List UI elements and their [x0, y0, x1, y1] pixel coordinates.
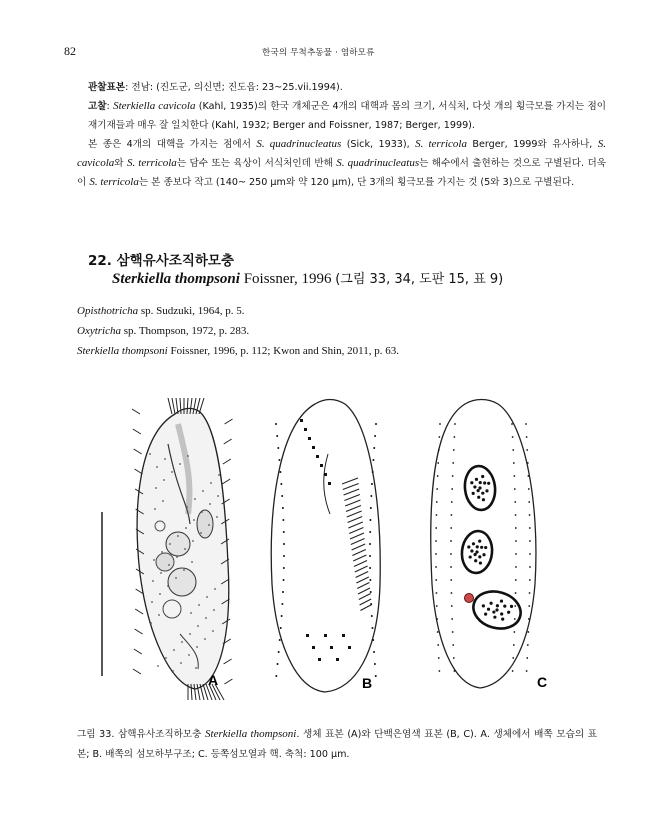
synonym-line: Opisthotricha sp. Sudzuki, 1964, p. 5.: [77, 305, 245, 317]
species-scientific-name: Sterkiella thompsoni Foissner, 1996 (그림 33, 34, 도판 15, 표 9): [112, 271, 504, 287]
page-number: 82: [64, 44, 76, 58]
species-name: Sterkiella cavicola: [113, 100, 196, 112]
figure-caption: 그림 33. 삼핵유사조직하모충 Sterkiella thompsoni. 생체 표본 (A)와 단백은염색 표본 (B, C). A. 생체에서 배쪽 모습의 표본; B. 배쪽의 섬모하부구조; C. 등쪽섬모열과 핵. 축척: 100 μm.: [77, 728, 597, 760]
species-heading: 22. 삼핵유사조직하모충: [88, 253, 234, 269]
panel-label-c: C: [537, 674, 548, 690]
specimen-text: : 전남: (진도군, 의신면; 진도읍: 23~25.vii.1994).: [125, 82, 343, 93]
synonym-line: Oxytricha sp. Thompson, 1972, p. 283.: [77, 325, 250, 337]
remarks-label: 고찰: [88, 101, 107, 112]
panel-a-drawing: [132, 398, 233, 700]
figure-33-illustration: [60, 384, 600, 704]
specimen-label: 관찰표본: [88, 82, 126, 93]
panel-label-a: A: [208, 672, 219, 688]
running-title: 한국의 무척추동물 · 염하모류: [262, 48, 375, 58]
specimen-paragraph: [88, 78, 606, 97]
synonym-line: Sterkiella thompsoni Foissner, 1996, p. 112; Kwon and Shin, 2011, p. 63.: [77, 345, 400, 357]
panel-b-drawing: [271, 400, 380, 693]
remarks-paragraph: 고찰: Sterkiella cavicola (Kahl, 1935)의 한국 개체군은 4개의 대핵과 몸의 크기, 서식처, 다섯 개의 횡극모를 가지는 점이 재기재들과 매우 잘 일치한다 (Kahl, 1932; Berger and Foissner, 1987; Berger, 1999).: [88, 100, 606, 131]
comparison-paragraph: 본 종은 4개의 대핵을 가지는 점에서 S. quadrinucleatus (Sick, 1933), S. terricola Berger, 1999와 유사하나, S. cavicola와 S. terricola는 담수 또는 육상이 서식처인데 반해 S. quadrinucleatus는 해수에서 출현하는 것으로 구별된다. 더욱이 S. terricola는 본 종보다 작고 (140~ 250 μm와 약 120 μm), 단 3개의 횡극모를 가지는 것 (5와 3)으로 구별된다.: [77, 138, 607, 188]
panel-c-drawing: [431, 400, 547, 691]
panel-label-b: B: [362, 675, 373, 691]
